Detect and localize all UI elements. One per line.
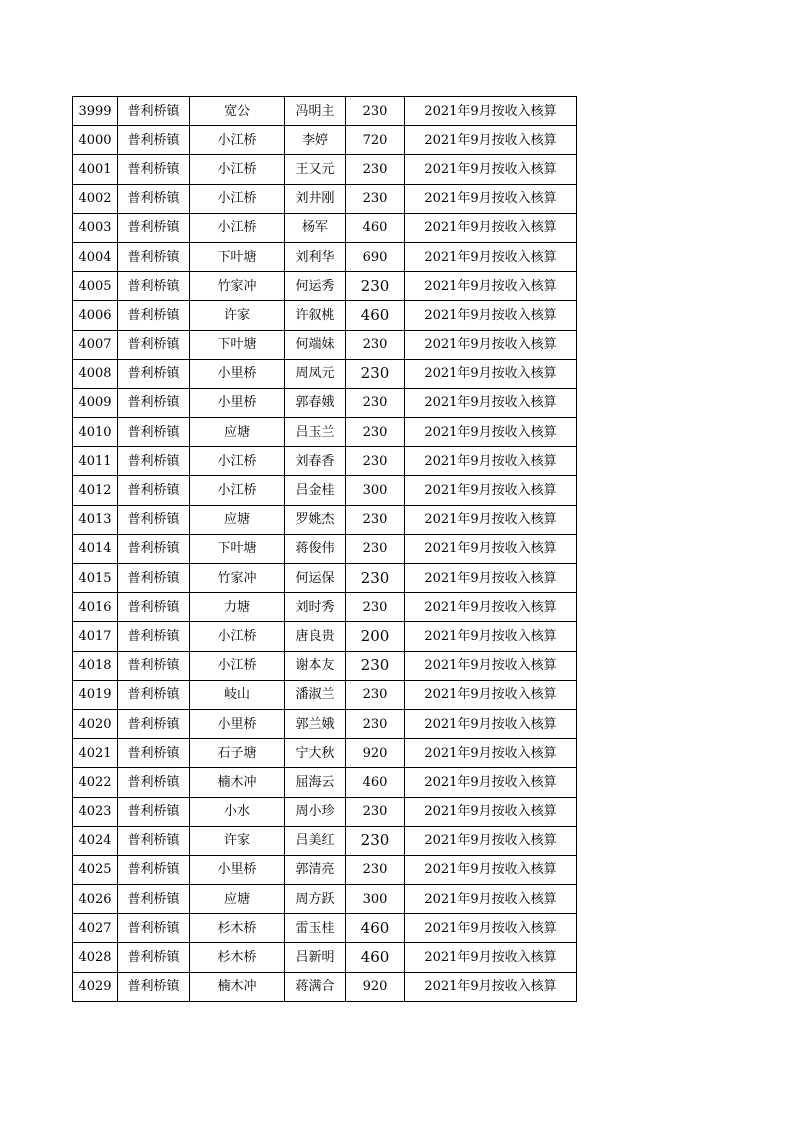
cell-id: 4010 [73,418,118,447]
cell-amount: 230 [346,709,405,738]
cell-name: 何运秀 [285,272,346,301]
cell-id: 4023 [73,797,118,826]
cell-id: 4011 [73,447,118,476]
cell-town: 普利桥镇 [118,768,190,797]
cell-name: 蒋满合 [285,972,346,1001]
cell-id: 4000 [73,126,118,155]
cell-village: 下叶塘 [190,242,285,271]
cell-town: 普利桥镇 [118,914,190,943]
cell-town: 普利桥镇 [118,97,190,126]
cell-name: 郭清亮 [285,855,346,884]
cell-note: 2021年9月按收入核算 [405,359,577,388]
cell-id: 4027 [73,914,118,943]
cell-town: 普利桥镇 [118,418,190,447]
cell-id: 4015 [73,564,118,593]
cell-amount: 230 [346,184,405,213]
cell-town: 普利桥镇 [118,622,190,651]
cell-village: 力塘 [190,593,285,622]
cell-note: 2021年9月按收入核算 [405,797,577,826]
cell-name: 谢本友 [285,651,346,680]
cell-note: 2021年9月按收入核算 [405,242,577,271]
cell-note: 2021年9月按收入核算 [405,447,577,476]
cell-name: 许叙桃 [285,301,346,330]
cell-note: 2021年9月按收入核算 [405,826,577,855]
cell-name: 吕新明 [285,943,346,972]
table-row [73,184,577,213]
table-row [73,651,577,680]
cell-amount: 920 [346,739,405,768]
cell-name: 何运保 [285,564,346,593]
table-row [73,826,577,855]
cell-note: 2021年9月按收入核算 [405,534,577,563]
cell-village: 石子塘 [190,739,285,768]
cell-name: 唐良贵 [285,622,346,651]
cell-name: 雷玉桂 [285,914,346,943]
cell-note: 2021年9月按收入核算 [405,272,577,301]
cell-id: 4018 [73,651,118,680]
cell-village: 岐山 [190,680,285,709]
cell-name: 杨军 [285,213,346,242]
cell-town: 普利桥镇 [118,885,190,914]
cell-village: 杉木桥 [190,914,285,943]
cell-name: 刘利华 [285,242,346,271]
cell-id: 4029 [73,972,118,1001]
table-row [73,388,577,417]
cell-name: 李婷 [285,126,346,155]
cell-village: 小江桥 [190,126,285,155]
cell-amount: 300 [346,885,405,914]
cell-town: 普利桥镇 [118,476,190,505]
cell-name: 郭兰娥 [285,709,346,738]
cell-name: 刘时秀 [285,593,346,622]
cell-town: 普利桥镇 [118,213,190,242]
table-row [73,914,577,943]
cell-amount: 230 [346,855,405,884]
cell-village: 楠木冲 [190,972,285,1001]
table-row [73,213,577,242]
cell-id: 4003 [73,213,118,242]
table-row [73,330,577,359]
cell-id: 4013 [73,505,118,534]
cell-name: 何端妹 [285,330,346,359]
cell-id: 4012 [73,476,118,505]
cell-note: 2021年9月按收入核算 [405,564,577,593]
cell-id: 4020 [73,709,118,738]
cell-id: 4007 [73,330,118,359]
cell-amount: 300 [346,476,405,505]
table-row [73,447,577,476]
cell-name: 宁大秋 [285,739,346,768]
cell-town: 普利桥镇 [118,301,190,330]
cell-village: 竹家冲 [190,272,285,301]
cell-note: 2021年9月按收入核算 [405,739,577,768]
data-table [72,96,577,1002]
cell-village: 小水 [190,797,285,826]
table-row [73,505,577,534]
table-row [73,418,577,447]
cell-amount: 230 [346,534,405,563]
cell-name: 屈海云 [285,768,346,797]
cell-village: 楠木冲 [190,768,285,797]
table-row [73,272,577,301]
cell-note: 2021年9月按收入核算 [405,155,577,184]
cell-note: 2021年9月按收入核算 [405,505,577,534]
cell-town: 普利桥镇 [118,155,190,184]
cell-village: 应塘 [190,418,285,447]
cell-amount: 690 [346,242,405,271]
cell-amount: 230 [346,359,405,388]
table-row [73,768,577,797]
cell-note: 2021年9月按收入核算 [405,476,577,505]
table-row [73,593,577,622]
cell-id: 4021 [73,739,118,768]
table-row [73,359,577,388]
cell-id: 4016 [73,593,118,622]
cell-amount: 230 [346,505,405,534]
table-row [73,301,577,330]
cell-town: 普利桥镇 [118,855,190,884]
table-row [73,242,577,271]
cell-village: 小里桥 [190,359,285,388]
cell-name: 潘淑兰 [285,680,346,709]
cell-name: 罗姚杰 [285,505,346,534]
cell-name: 吕金桂 [285,476,346,505]
cell-id: 4017 [73,622,118,651]
cell-village: 应塘 [190,505,285,534]
cell-name: 吕美红 [285,826,346,855]
cell-note: 2021年9月按收入核算 [405,768,577,797]
table-row [73,97,577,126]
cell-town: 普利桥镇 [118,388,190,417]
table-row [73,534,577,563]
cell-id: 4009 [73,388,118,417]
cell-village: 许家 [190,826,285,855]
cell-town: 普利桥镇 [118,826,190,855]
cell-town: 普利桥镇 [118,505,190,534]
cell-name: 周方跃 [285,885,346,914]
cell-amount: 230 [346,447,405,476]
cell-note: 2021年9月按收入核算 [405,330,577,359]
cell-town: 普利桥镇 [118,330,190,359]
cell-amount: 230 [346,797,405,826]
cell-amount: 230 [346,418,405,447]
cell-village: 小江桥 [190,213,285,242]
cell-id: 4001 [73,155,118,184]
cell-name: 周凤元 [285,359,346,388]
cell-village: 许家 [190,301,285,330]
cell-village: 杉木桥 [190,943,285,972]
cell-village: 小江桥 [190,184,285,213]
cell-amount: 230 [346,388,405,417]
cell-amount: 230 [346,593,405,622]
cell-note: 2021年9月按收入核算 [405,184,577,213]
cell-note: 2021年9月按收入核算 [405,651,577,680]
cell-name: 郭春娥 [285,388,346,417]
table-body [73,97,577,1002]
table-row [73,622,577,651]
cell-amount: 230 [346,330,405,359]
cell-note: 2021年9月按收入核算 [405,680,577,709]
table-row [73,972,577,1001]
cell-town: 普利桥镇 [118,680,190,709]
cell-town: 普利桥镇 [118,534,190,563]
cell-name: 冯明主 [285,97,346,126]
cell-note: 2021年9月按收入核算 [405,213,577,242]
cell-note: 2021年9月按收入核算 [405,622,577,651]
cell-note: 2021年9月按收入核算 [405,709,577,738]
table-row [73,855,577,884]
cell-name: 吕玉兰 [285,418,346,447]
cell-amount: 920 [346,972,405,1001]
cell-note: 2021年9月按收入核算 [405,418,577,447]
cell-town: 普利桥镇 [118,709,190,738]
cell-id: 4019 [73,680,118,709]
cell-village: 小江桥 [190,651,285,680]
table-row [73,564,577,593]
cell-amount: 230 [346,97,405,126]
cell-id: 4006 [73,301,118,330]
cell-village: 下叶塘 [190,330,285,359]
cell-amount: 460 [346,768,405,797]
cell-id: 4024 [73,826,118,855]
cell-id: 4022 [73,768,118,797]
cell-town: 普利桥镇 [118,359,190,388]
cell-note: 2021年9月按收入核算 [405,301,577,330]
cell-note: 2021年9月按收入核算 [405,914,577,943]
cell-note: 2021年9月按收入核算 [405,885,577,914]
cell-town: 普利桥镇 [118,972,190,1001]
cell-amount: 230 [346,680,405,709]
cell-id: 4025 [73,855,118,884]
cell-note: 2021年9月按收入核算 [405,97,577,126]
cell-village: 小里桥 [190,855,285,884]
cell-village: 竹家冲 [190,564,285,593]
cell-village: 小里桥 [190,388,285,417]
cell-amount: 230 [346,272,405,301]
cell-village: 小江桥 [190,476,285,505]
cell-amount: 460 [346,914,405,943]
cell-town: 普利桥镇 [118,651,190,680]
cell-village: 应塘 [190,885,285,914]
cell-town: 普利桥镇 [118,943,190,972]
cell-town: 普利桥镇 [118,126,190,155]
cell-town: 普利桥镇 [118,447,190,476]
cell-name: 蒋俊伟 [285,534,346,563]
cell-village: 下叶塘 [190,534,285,563]
cell-note: 2021年9月按收入核算 [405,855,577,884]
cell-amount: 460 [346,213,405,242]
cell-town: 普利桥镇 [118,184,190,213]
table-row [73,943,577,972]
cell-id: 4014 [73,534,118,563]
table-row [73,126,577,155]
cell-note: 2021年9月按收入核算 [405,593,577,622]
cell-amount: 720 [346,126,405,155]
table-row [73,797,577,826]
table-row [73,709,577,738]
cell-village: 小江桥 [190,622,285,651]
table-row [73,155,577,184]
cell-amount: 230 [346,564,405,593]
cell-id: 4008 [73,359,118,388]
cell-id: 4002 [73,184,118,213]
table-row [73,739,577,768]
cell-town: 普利桥镇 [118,242,190,271]
cell-name: 刘井刚 [285,184,346,213]
table-row [73,885,577,914]
cell-id: 4026 [73,885,118,914]
cell-town: 普利桥镇 [118,564,190,593]
cell-id: 3999 [73,97,118,126]
cell-name: 刘春香 [285,447,346,476]
cell-town: 普利桥镇 [118,739,190,768]
cell-note: 2021年9月按收入核算 [405,126,577,155]
cell-id: 4005 [73,272,118,301]
cell-amount: 230 [346,651,405,680]
cell-amount: 460 [346,943,405,972]
table-row [73,476,577,505]
cell-town: 普利桥镇 [118,272,190,301]
cell-village: 小江桥 [190,447,285,476]
table-row [73,680,577,709]
cell-note: 2021年9月按收入核算 [405,388,577,417]
cell-note: 2021年9月按收入核算 [405,972,577,1001]
cell-town: 普利桥镇 [118,593,190,622]
cell-amount: 200 [346,622,405,651]
cell-town: 普利桥镇 [118,797,190,826]
cell-village: 小江桥 [190,155,285,184]
cell-id: 4004 [73,242,118,271]
cell-note: 2021年9月按收入核算 [405,943,577,972]
cell-name: 周小珍 [285,797,346,826]
cell-id: 4028 [73,943,118,972]
cell-name: 王又元 [285,155,346,184]
cell-amount: 230 [346,826,405,855]
cell-amount: 460 [346,301,405,330]
cell-amount: 230 [346,155,405,184]
cell-village: 小里桥 [190,709,285,738]
cell-village: 宽公 [190,97,285,126]
